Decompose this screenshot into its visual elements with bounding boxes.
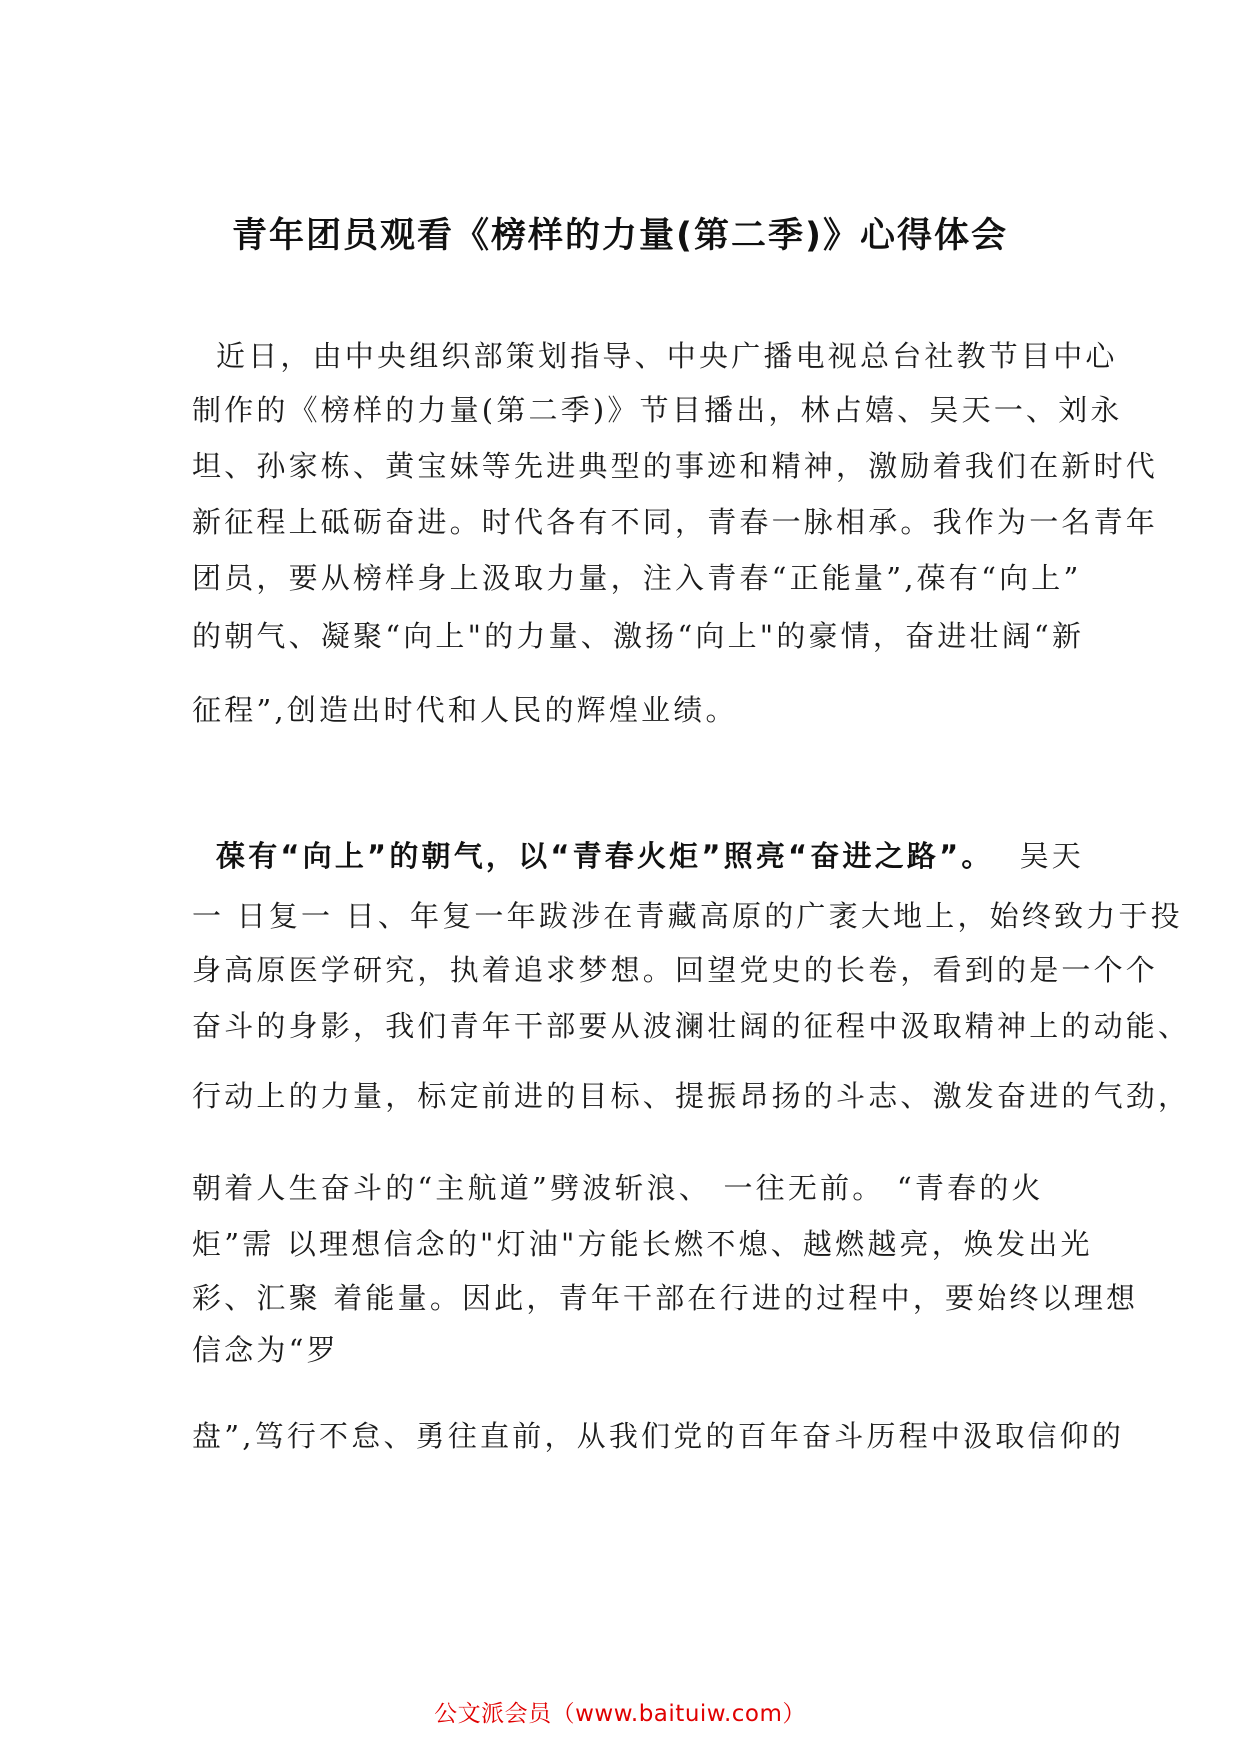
section1-heading-tail: 吴天 (1019, 839, 1084, 873)
paragraph2-line-6: 炬”需 以理想信念的"灯油"方能长燃不熄、越燃越亮，焕发出光 (192, 1227, 1093, 1261)
paragraph2-line-3: 奋斗的身影，我们青年干部要从波澜壮阔的征程中汲取精神上的动能、 (192, 1009, 1191, 1043)
footer-watermark: 公文派会员（www.baituiw.com） (434, 1701, 806, 1727)
paragraph1-line-2: 制作的《榜样的力量(第二季)》节目播出，林占嬉、吴天一、刘永 (192, 393, 1123, 427)
paragraph1-line-6: 的朝气、凝聚“向上"的力量、激扬“向上"的豪情，奋进壮阔“新 (192, 619, 1085, 653)
paragraph2-line-9: 盘”,笃行不怠、勇往直前，从我们党的百年奋斗历程中汲取信仰的 (192, 1419, 1125, 1453)
section1-heading-line (216, 836, 1084, 876)
paragraph2-line-5: 朝着人生奋斗的“主航道”劈波斩浪、 一往无前。 “青春的火 (192, 1171, 1044, 1205)
paragraph1-line-1: 近日，由中央组织部策划指导、中央广播电视总台社教节目中心 (216, 339, 1118, 373)
paragraph1-line-7: 征程”,创造出时代和人民的辉煌业绩。 (192, 693, 738, 727)
section1-heading: 葆有“向上”的朝气，以“青春火炬”照亮“奋进之路”。 (216, 839, 994, 873)
paragraph1-line-5: 团员，要从榜样身上汲取力量，注入青春“正能量”,葆有“向上” (192, 561, 1082, 595)
paragraph1-line-3: 坦、孙家栋、黄宝妹等先进典型的事迹和精神，激励着我们在新时代 (192, 449, 1159, 483)
paragraph1-line-4: 新征程上砥砺奋进。时代各有不同，青春一脉相承。我作为一名青年 (192, 505, 1159, 539)
paragraph2-line-8: 信念为“罗 (192, 1333, 339, 1367)
paragraph2-line-1: 一 日复一 日、年复一年跋涉在青藏高原的广袤大地上，始终致力于投 (192, 899, 1183, 933)
paragraph2-line-4: 行动上的力量，标定前进的目标、提振昂扬的斗志、激发奋进的气劲， (192, 1079, 1191, 1113)
paragraph2-line-2: 身高原医学研究，执着追求梦想。回望党史的长卷，看到的是一个个 (192, 953, 1159, 987)
document-title: 青年团员观看《榜样的力量(第二季)》心得体会 (232, 216, 1008, 256)
paragraph2-line-7: 彩、汇聚 着能量。因此，青年干部在行进的过程中，要始终以理想 (192, 1281, 1139, 1315)
